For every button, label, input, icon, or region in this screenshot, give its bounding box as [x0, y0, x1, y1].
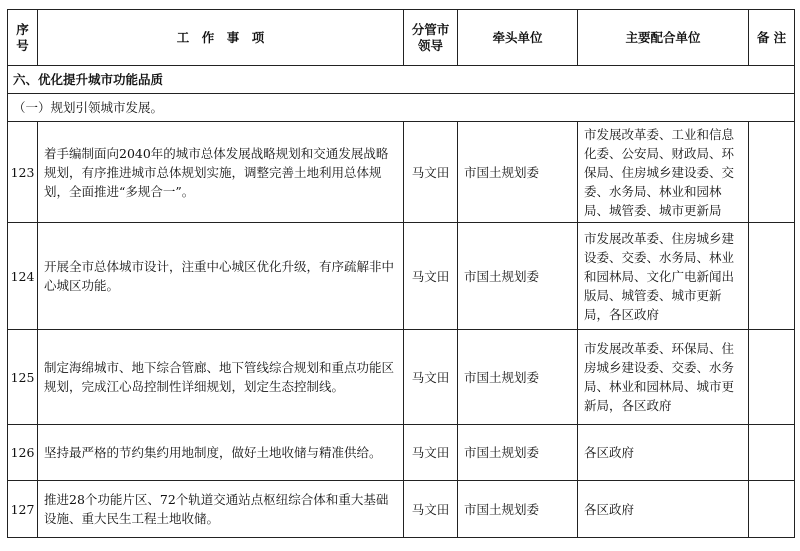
row-leader: 马文田: [404, 425, 458, 481]
row-lead-unit: 市国土规划委: [458, 330, 578, 425]
row-lead-unit: 市国土规划委: [458, 425, 578, 481]
row-remarks: [749, 481, 795, 538]
table-row: [8, 122, 795, 223]
row-number: 123: [8, 122, 38, 223]
row-leader: 马文田: [404, 122, 458, 223]
row-task: 开展全市总体城市设计，注重中心城区优化升级，有序疏解非中心城区功能。: [38, 223, 404, 330]
subsection-row: [8, 94, 795, 122]
row-remarks: [749, 122, 795, 223]
row-partners: 市发展改革委、环保局、住房城乡建设委、交委、水务局、林业和园林局、城市更新局，各区政府: [578, 330, 749, 425]
row-leader: 马文田: [404, 223, 458, 330]
row-number: 124: [8, 223, 38, 330]
row-task: 着手编制面向2040年的城市总体发展战略规划和交通发展战略规划，有序推进城市总体规划实施，调整完善土地利用总体规划，全面推进“多规合一”。: [38, 122, 404, 223]
row-task: 推进28个功能片区、72个轨道交通站点枢纽综合体和重大基础设施、重大民生工程土地收储。: [38, 481, 404, 538]
work-items-table: [7, 9, 795, 538]
row-remarks: [749, 425, 795, 481]
row-partners: 各区政府: [578, 425, 749, 481]
row-lead-unit: 市国土规划委: [458, 223, 578, 330]
table-row: [8, 330, 795, 425]
row-lead-unit: 市国土规划委: [458, 122, 578, 223]
header-seq: 序号: [8, 10, 38, 66]
header-lead-unit: 牵头单位: [458, 10, 578, 66]
row-task: 制定海绵城市、地下综合管廊、地下管线综合规划和重点功能区规划，完成江心岛控制性详细规划，划定生态控制线。: [38, 330, 404, 425]
header-remarks: 备 注: [749, 10, 795, 66]
row-remarks: [749, 330, 795, 425]
row-partners: 市发展改革委、工业和信息化委、公安局、财政局、环保局、住房城乡建设委、交委、水务局、林业和园林局、城管委、城市更新局: [578, 122, 749, 223]
table-row: [8, 223, 795, 330]
header-leader: 分管市领导: [404, 10, 458, 66]
table-row: [8, 481, 795, 538]
section-row: [8, 66, 795, 94]
header-task: 工 作 事 项: [38, 10, 404, 66]
section-title: 六、优化提升城市功能品质: [8, 66, 795, 94]
row-remarks: [749, 223, 795, 330]
row-number: 125: [8, 330, 38, 425]
header-partners: 主要配合单位: [578, 10, 749, 66]
row-partners: 各区政府: [578, 481, 749, 538]
table-header-row: [8, 10, 795, 66]
row-partners: 市发展改革委、住房城乡建设委、交委、水务局、林业和园林局、文化广电新闻出版局、城管委、城市更新局，各区政府: [578, 223, 749, 330]
row-number: 126: [8, 425, 38, 481]
row-number: 127: [8, 481, 38, 538]
row-leader: 马文田: [404, 481, 458, 538]
row-task: 坚持最严格的节约集约用地制度，做好土地收储与精准供给。: [38, 425, 404, 481]
table-row: [8, 425, 795, 481]
row-lead-unit: 市国土规划委: [458, 481, 578, 538]
subsection-title: （一）规划引领城市发展。: [8, 94, 795, 122]
row-leader: 马文田: [404, 330, 458, 425]
